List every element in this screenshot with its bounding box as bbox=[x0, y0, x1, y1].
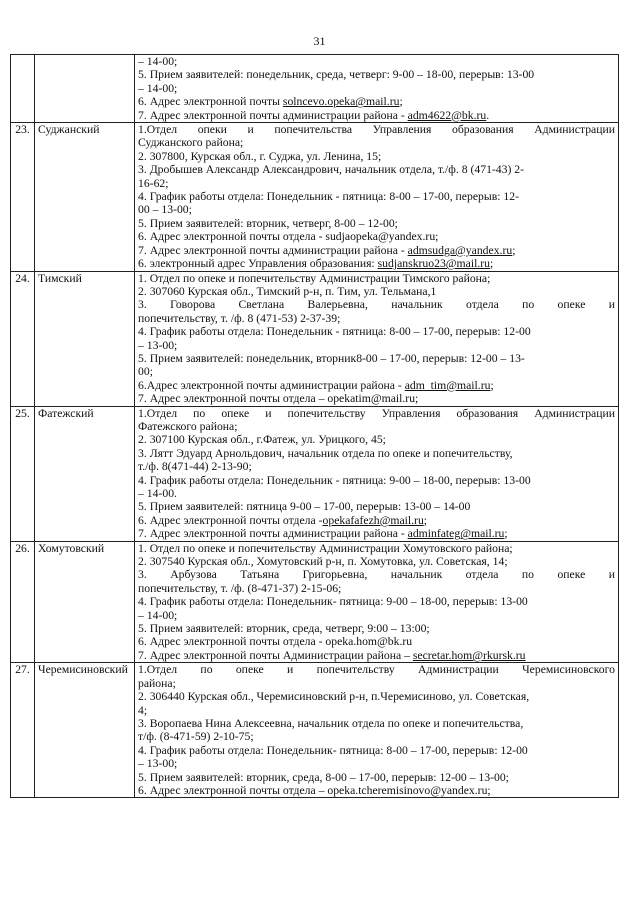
info-line-text: 5. Прием заявителей: вторник, четверг, 8-00 – 12-00; bbox=[138, 216, 398, 230]
info-line-text: Суджанского района; bbox=[138, 136, 244, 150]
district-name: Тимский bbox=[35, 271, 135, 406]
district-name: Хомутовский bbox=[35, 541, 135, 663]
info-line-text: – 13-00; bbox=[138, 757, 178, 771]
info-line-text: 3. Дробышев Александр Александрович, начальник отдела, т./ф. 8 (471-43) 2- bbox=[138, 163, 525, 177]
info-line-text: 7. Адрес электронной почты администрации района - bbox=[138, 108, 408, 122]
department-info bbox=[135, 123, 619, 271]
info-line bbox=[138, 690, 615, 703]
table-body bbox=[11, 55, 619, 798]
district-name: Фатежский bbox=[35, 406, 135, 541]
info-line bbox=[138, 82, 615, 95]
info-line bbox=[138, 365, 615, 378]
info-line bbox=[138, 609, 615, 622]
table-row bbox=[11, 55, 619, 123]
table-row bbox=[11, 541, 619, 663]
table-row bbox=[11, 663, 619, 798]
info-line bbox=[138, 285, 615, 298]
info-line-suffix: ; bbox=[423, 513, 428, 527]
info-line-suffix: ; bbox=[490, 378, 494, 392]
info-line bbox=[138, 339, 615, 352]
info-line-text: 6. Адрес электронной почты отдела - bbox=[138, 513, 323, 527]
info-line-text: – 13-00; bbox=[138, 338, 178, 352]
department-info bbox=[135, 271, 619, 406]
info-line-text: 3. Говорова Светлана Валерьевна, начальник отдела по опеке и bbox=[138, 298, 615, 312]
info-line bbox=[138, 407, 615, 420]
info-line bbox=[138, 420, 615, 433]
department-info bbox=[135, 406, 619, 541]
info-line-text: 2. 307800, Курская обл., г. Суджа, ул. Ленина, 15; bbox=[138, 149, 382, 163]
district-name: Суджанский bbox=[35, 123, 135, 271]
info-line bbox=[138, 163, 615, 176]
info-line bbox=[138, 595, 615, 608]
info-line-text: 3. Воропаева Нина Алексеевна, начальник отдела по опеке и попечительства, bbox=[138, 716, 524, 730]
info-line bbox=[138, 230, 615, 243]
email-link[interactable]: admsudga@yandex.ru bbox=[407, 243, 513, 257]
info-line bbox=[138, 542, 615, 555]
info-line-suffix: ; bbox=[504, 527, 508, 541]
info-line bbox=[138, 150, 615, 163]
info-line-text: 4. График работы отдела: Понедельник- пятница: 9-00 – 18-00, перерыв: 13-00 bbox=[138, 595, 528, 609]
info-line bbox=[138, 312, 615, 325]
info-line-text: 3. Лятт Эдуард Арнольдович, начальник отдела по опеке и попечительству, bbox=[138, 446, 513, 460]
info-line-text: 6. Адрес электронной почты отдела - opeka.hom@bk.ru bbox=[138, 635, 413, 649]
info-line bbox=[138, 392, 615, 405]
info-line-text: 1. Отдел по опеке и попечительству Администрации Хомутовского района; bbox=[138, 541, 513, 555]
info-line-text: 2. 307100 Курская обл., г.Фатеж, ул. Урицкого, 45; bbox=[138, 433, 386, 447]
row-number: 23. bbox=[11, 123, 35, 271]
info-line bbox=[138, 136, 615, 149]
info-line-text: 3. Арбузова Татьяна Григорьевна, начальник отдела по опеке и bbox=[138, 568, 615, 582]
info-line-text: попечительству, т. /ф. 8 (471-53) 2-37-39; bbox=[138, 311, 341, 325]
info-line bbox=[138, 649, 615, 662]
info-line bbox=[138, 95, 615, 108]
info-line-text: 2. 307540 Курская обл., Хомутовский р-н, п. Хомутовка, ул. Советская, 14; bbox=[138, 555, 508, 569]
email-link[interactable]: adm_tim@mail.ru bbox=[404, 378, 491, 392]
info-line bbox=[138, 379, 615, 392]
info-line bbox=[138, 757, 615, 770]
info-line bbox=[138, 514, 615, 527]
info-line bbox=[138, 217, 615, 230]
info-line-text: 6. Адрес электронной почты отдела – opeka.tcheremisinovo@yandex.ru; bbox=[138, 783, 491, 797]
info-line bbox=[138, 257, 615, 270]
email-link[interactable]: adminfateg@mail.ru bbox=[407, 527, 505, 541]
table-row bbox=[11, 123, 619, 271]
info-line-text: 1.Отдел по опеке и попечительству Администрации Черемисиновского bbox=[138, 663, 615, 677]
info-line-text: 4. График работы отдела: Понедельник - пятница: 8-00 – 17-00, перерыв: 12-00 bbox=[138, 325, 531, 339]
info-line-text: 00 – 13-00; bbox=[138, 203, 192, 217]
info-line bbox=[138, 487, 615, 500]
info-line bbox=[138, 771, 615, 784]
info-line-text: – 14-00; bbox=[138, 81, 178, 95]
district-name: Черемисиновский bbox=[35, 663, 135, 798]
info-line bbox=[138, 325, 615, 338]
info-line-suffix: ; bbox=[490, 257, 494, 271]
info-line bbox=[138, 55, 615, 68]
info-line bbox=[138, 730, 615, 743]
district-name bbox=[35, 55, 135, 123]
email-link[interactable]: sudjanskruo23@mail.ru bbox=[377, 257, 490, 271]
info-line-text: Фатежского района; bbox=[138, 419, 238, 433]
info-line-text: 7. Адрес электронной почты отдела – opekatim@mail.ru; bbox=[138, 392, 419, 406]
info-line-text: 1.Отдел опеки и попечительства Управления образования Администрации bbox=[138, 123, 615, 137]
info-line-text: 2. 306440 Курская обл., Черемисиновский р-н, п.Черемисиново, ул. Советская, bbox=[138, 690, 530, 704]
department-info bbox=[135, 541, 619, 663]
email-link[interactable]: opekafafezh@mail.ru bbox=[322, 513, 424, 527]
info-line bbox=[138, 190, 615, 203]
info-line-text: 00; bbox=[138, 365, 153, 379]
info-line-text: 5. Прием заявителей: вторник, среда, четверг, 9:00 – 13:00; bbox=[138, 622, 430, 636]
info-line-text: т./ф. 8(471-44) 2-13-90; bbox=[138, 460, 252, 474]
info-line-text: 4. График работы отдела: Понедельник - пятница: 8-00 – 17-00, перерыв: 12- bbox=[138, 190, 519, 204]
row-number bbox=[11, 55, 35, 123]
info-line bbox=[138, 704, 615, 717]
info-line bbox=[138, 474, 615, 487]
email-link[interactable]: solncevo.opeka@mail.ru bbox=[282, 95, 400, 109]
info-line-text: 6. Адрес электронной почты bbox=[138, 95, 283, 109]
department-info bbox=[135, 55, 619, 123]
info-line-text: 5. Прием заявителей: пятница 9-00 – 17-00, перерыв: 13-00 – 14-00 bbox=[138, 500, 471, 514]
info-line bbox=[138, 717, 615, 730]
info-line-text: 7. Адрес электронной почты администрации района - bbox=[138, 243, 408, 257]
info-line bbox=[138, 527, 615, 540]
department-info bbox=[135, 663, 619, 798]
info-line-text: 5. Прием заявителей: понедельник, вторник8-00 – 17-00, перерыв: 12-00 – 13- bbox=[138, 351, 525, 365]
info-line-text: 16-62; bbox=[138, 176, 169, 190]
info-line bbox=[138, 109, 615, 122]
info-line bbox=[138, 68, 615, 81]
info-line-text: 5. Прием заявителей: понедельник, среда, четверг: 9-00 – 18-00, перерыв: 13-00 bbox=[138, 68, 535, 82]
info-line bbox=[138, 744, 615, 757]
info-line bbox=[138, 123, 615, 136]
info-line bbox=[138, 244, 615, 257]
row-number: 27. bbox=[11, 663, 35, 798]
table-row bbox=[11, 406, 619, 541]
info-line-text: 1.Отдел по опеке и попечительству Управления образования Администрации bbox=[138, 406, 615, 420]
info-line bbox=[138, 447, 615, 460]
info-line-text: – 14-00; bbox=[138, 55, 178, 68]
info-line-text: 4. График работы отдела: Понедельник- пятница: 8-00 – 17-00, перерыв: 12-00 bbox=[138, 743, 528, 757]
info-line bbox=[138, 677, 615, 690]
guardianship-departments-table bbox=[10, 54, 619, 798]
page-number: 31 bbox=[313, 34, 326, 48]
row-number: 24. bbox=[11, 271, 35, 406]
row-number: 26. bbox=[11, 541, 35, 663]
email-link[interactable]: secretar.hom@rkursk.ru bbox=[412, 648, 526, 662]
row-number: 25. bbox=[11, 406, 35, 541]
info-line-text: т/ф. (8-471-59) 2-10-75; bbox=[138, 730, 254, 744]
info-line-suffix: ; bbox=[512, 243, 516, 257]
info-line-suffix: . bbox=[486, 108, 490, 122]
info-line bbox=[138, 272, 615, 285]
info-line-text: 4; bbox=[138, 703, 148, 717]
info-line-text: 6. электронный адрес Управления образования: bbox=[138, 257, 378, 271]
info-line bbox=[138, 177, 615, 190]
info-line bbox=[138, 433, 615, 446]
info-line-text: 4. График работы отдела: Понедельник - пятница: 9-00 – 18-00, перерыв: 13-00 bbox=[138, 473, 531, 487]
info-line bbox=[138, 203, 615, 216]
info-line bbox=[138, 784, 615, 797]
info-line bbox=[138, 555, 615, 568]
info-line-text: – 14-00. bbox=[138, 487, 177, 500]
info-line bbox=[138, 582, 615, 595]
info-line-text: района; bbox=[138, 676, 176, 690]
info-line bbox=[138, 568, 615, 581]
info-line-text: 6. Адрес электронной почты отдела - sudjaopeka@yandex.ru; bbox=[138, 230, 439, 244]
info-line bbox=[138, 500, 615, 513]
info-line-text: 1. Отдел по опеке и попечительству Администрации Тимского района; bbox=[138, 271, 491, 285]
info-line bbox=[138, 635, 615, 648]
info-line-suffix: ; bbox=[399, 95, 403, 109]
info-line-text: 6.Адрес электронной почты администрации района - bbox=[138, 378, 405, 392]
info-line bbox=[138, 460, 615, 473]
info-line-text: 7. Адрес электронной почты Администрации района – bbox=[138, 648, 413, 662]
info-line bbox=[138, 298, 615, 311]
info-line-text: попечительству, т. /ф. (8-471-37) 2-15-06; bbox=[138, 581, 342, 595]
table-row bbox=[11, 271, 619, 406]
info-line bbox=[138, 352, 615, 365]
info-line bbox=[138, 663, 615, 676]
info-line-text: 2. 307060 Курская обл., Тимский р-н, п. Тим, ул. Тельмана,1 bbox=[138, 284, 437, 298]
info-line bbox=[138, 622, 615, 635]
info-line-text: 7. Адрес электронной почты администрации района - bbox=[138, 527, 408, 541]
info-line-text: 5. Прием заявителей: вторник, среда, 8-00 – 17-00, перерыв: 12-00 – 13-00; bbox=[138, 770, 509, 784]
info-line-text: – 14-00; bbox=[138, 608, 178, 622]
email-link[interactable]: adm4622@bk.ru bbox=[407, 108, 487, 122]
